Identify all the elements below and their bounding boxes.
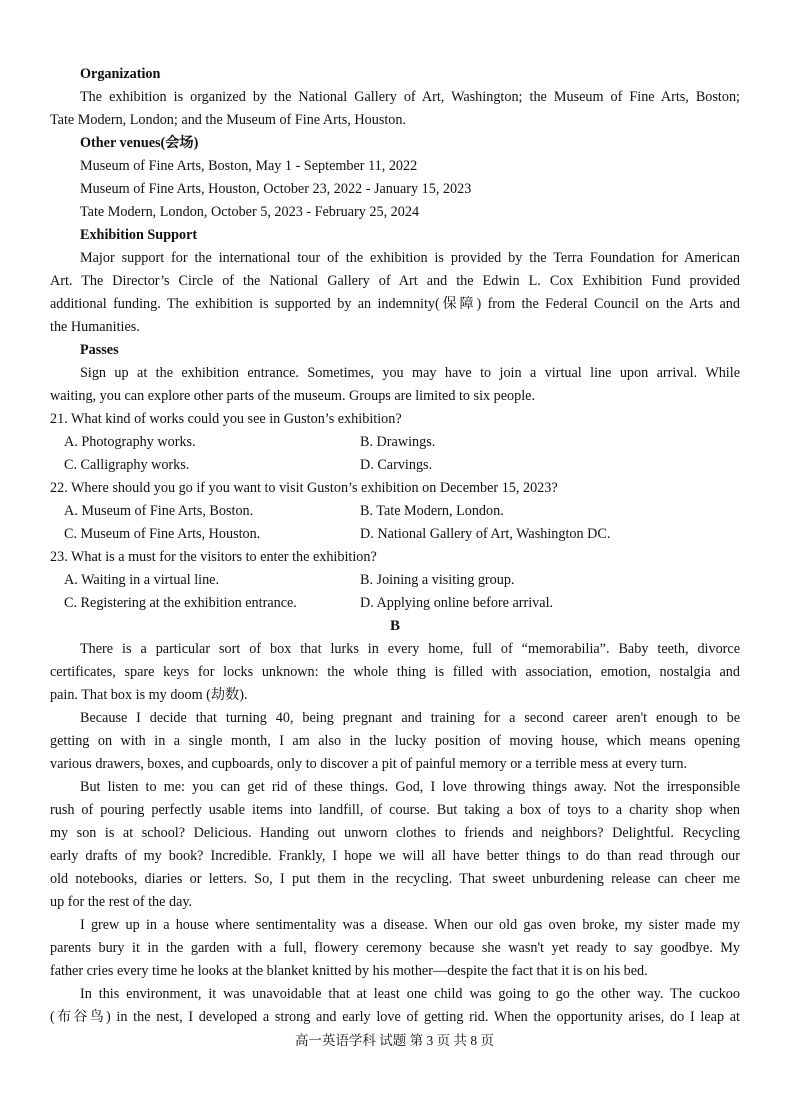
passage-line: There is a particular sort of box that lurks in every home, full of “memorabilia”. Baby teeth, divorce (80, 641, 740, 657)
support-line: Major support for the international tour of the exhibition is provided by the Terra Foundation for American (80, 250, 740, 266)
support-heading: Exhibition Support (80, 227, 198, 243)
passage-line: father cries every time he looks at the blanket knitted by his mother—despite the fact that it is on his bed. (50, 963, 648, 979)
question-stem: 21. What kind of works could you see in Guston’s exhibition? (50, 411, 402, 427)
passage-line: up for the rest of the day. (50, 894, 193, 910)
option-c: C. Calligraphy works. (64, 457, 190, 473)
question-stem: 22. Where should you go if you want to visit Guston’s exhibition on December 15, 2023? (50, 480, 558, 496)
option-c: C. Registering at the exhibition entrance. (64, 595, 297, 611)
passage-line: In this environment, it was unavoidable that at least one child was going to go the other way. The cuckoo (80, 986, 740, 1002)
option-row (50, 500, 740, 523)
support-line: additional funding. The exhibition is supported by an indemnity(保障) from the Federal Council on the Arts and (50, 296, 740, 312)
passage-line: my son is at school? Delicious. Handing out unworn clothes to friends and neighbors? Delightful. Recycling (50, 825, 740, 841)
organization-line: The exhibition is organized by the National Gallery of Art, Washington; the Museum of Fine Arts, Boston; (80, 89, 740, 105)
organization-heading: Organization (80, 66, 161, 82)
option-a: A. Waiting in a virtual line. (64, 572, 220, 588)
support-line: Art. The Director’s Circle of the National Gallery of Art and the Edwin L. Cox Exhibition Fund provided (50, 273, 740, 289)
organization-line: Tate Modern, London; and the Museum of Fine Arts, Houston. (50, 112, 407, 128)
option-a: A. Museum of Fine Arts, Boston. (64, 503, 254, 519)
passage-line: early drafts of my book? Incredible. Frankly, I hope we will all have better things to do than read through our (50, 848, 740, 864)
passage-line: old notebooks, diaries or letters. So, I put them in the recycling. That sweet unburdening release can cheer me (50, 871, 740, 887)
option-c: C. Museum of Fine Arts, Houston. (64, 526, 261, 542)
option-d: D. National Gallery of Art, Washington DC. (360, 526, 611, 542)
passage-line: rush of pouring perfectly usable items into landfill, of course. But taking a box of toys to a charity shop when (50, 802, 740, 818)
option-b: B. Tate Modern, London. (360, 503, 504, 519)
option-b: B. Drawings. (360, 434, 436, 450)
passage-line: various drawers, boxes, and cupboards, only to discover a pit of painful memory or a terrible mess at every turn. (50, 756, 688, 772)
passes-line: waiting, you can explore other parts of the museum. Groups are limited to six people. (50, 388, 536, 404)
passes-heading: Passes (80, 342, 119, 358)
venue-item: Museum of Fine Arts, Boston, May 1 - September 11, 2022 (80, 158, 418, 174)
passage-line: (布谷鸟) in the nest, I developed a strong and early love of getting rid. When the opportunity arises, do I leap at (50, 1009, 740, 1025)
section-label: B (389, 618, 400, 634)
option-d: D. Applying online before arrival. (360, 595, 554, 611)
passage-line: certificates, spare keys for locks unknown: the whole thing is filled with association, emotion, nostalgia and (50, 664, 740, 680)
passage-line: I grew up in a house where sentimentality was a disease. When our old gas oven broke, my sister made my (80, 917, 740, 933)
venues-heading: Other venues(会场) (80, 135, 199, 151)
passage-line: getting on with in a single month, I am also in the lucky position of moving house, which means opening (50, 733, 740, 749)
option-row (50, 431, 740, 454)
support-line: the Humanities. (50, 319, 140, 335)
option-row (50, 592, 740, 615)
venue-item: Museum of Fine Arts, Houston, October 23, 2022 - January 15, 2023 (80, 181, 472, 197)
passage-line: Because I decide that turning 40, being pregnant and training for a second career aren't enough to be (80, 710, 740, 726)
venue-item: Tate Modern, London, October 5, 2023 - February 25, 2024 (80, 204, 420, 220)
option-d: D. Carvings. (360, 457, 433, 473)
question-stem: 23. What is a must for the visitors to enter the exhibition? (50, 549, 377, 565)
option-b: B. Joining a visiting group. (360, 572, 515, 588)
passage-line: pain. That box is my doom (劫数). (50, 687, 248, 703)
page-content (50, 63, 740, 1029)
passage-line: But listen to me: you can get rid of these things. God, I love throwing things away. Not the irresponsible (80, 779, 740, 795)
option-row (50, 569, 740, 592)
option-row (50, 454, 740, 477)
option-row (50, 523, 740, 546)
option-a: A. Photography works. (64, 434, 196, 450)
passage-line: parents bury it in the garden with a full, flowery ceremony because she wasn't yet ready to say goodbye. My (50, 940, 740, 956)
passes-line: Sign up at the exhibition entrance. Sometimes, you may have to join a virtual line upon arrival. While (80, 365, 740, 381)
page-footer: 高一英语学科 试题 第 3 页 共 8 页 (294, 1033, 495, 1048)
